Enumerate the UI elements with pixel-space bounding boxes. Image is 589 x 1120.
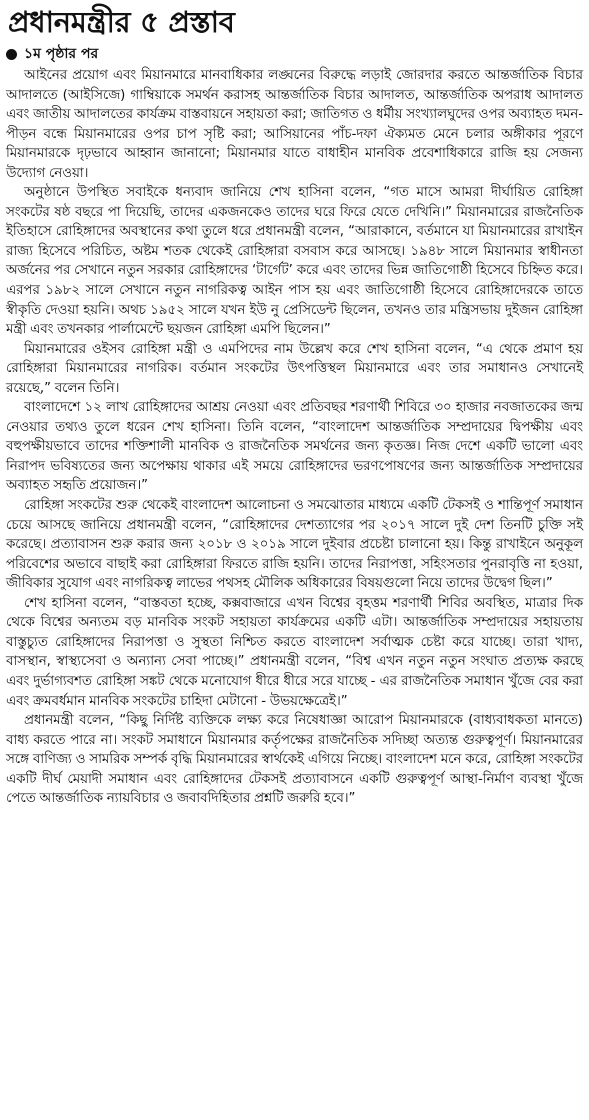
article-paragraph: মিয়ানমারের ওইসব রোহিঙ্গা মন্ত্রী ও এমপিদের নাম উল্লেখ করে শেখ হাসিনা বলেন, “এ থেকে প্রমাণ হয় রোহিঙ্গারা মিয়ানমারের নাগরিক। বর্তমান সংকটের উৎপত্তিস্থল মিয়ানমারে এবং তার সমাধানও সেখানেই রয়েছে,” বলেন তিনি। bbox=[6, 341, 583, 396]
continuation-marker bbox=[6, 44, 98, 64]
article-paragraph: আইনের প্রয়োগ এবং মিয়ানমারে মানবাধিকার লঙ্ঘনের বিরুদ্ধে লড়াই জোরদার করতে আন্তর্জাতিক বিচার আদালতে (আইসিজে) গাম্বিয়াকে সমর্থন করাসহ আন্তর্জাতিক বিচার আদালত, আন্তর্জাতিক অপরাধ আদালত এবং জাতীয় আদালতের কার্যক্রম বাস্তবায়নে সহায়তা করা; জাতিগত ও ধর্মীয় সংখ্যালঘুদের ওপর অব্যাহত দমন-পীড়ন বন্ধে মিয়ানমারের ওপর চাপ সৃষ্টি করা; আসিয়ানের পাঁচ-দফা ঐক্যমত মেনে চলার অঙ্গীকার পূরণে মিয়ানমারকে দৃঢ়ভাবে আহ্বান জানানো; মিয়ানমার যাতে বাধাহীন মানবিক প্রবেশাধিকারে রাজি হয় সেজন্য উদ্যোগ নেওয়া। bbox=[6, 68, 583, 181]
article-body bbox=[6, 66, 583, 809]
article-paragraph: রোহিঙ্গা সংকটের শুরু থেকেই বাংলাদেশ আলোচনা ও সমঝোতার মাধ্যমে একটি টেকসই ও শান্তিপূর্ণ সমাধান চেয়ে আসছে জানিয়ে প্রধানমন্ত্রী বলেন, “রোহিঙ্গাদের দেশত্যাগের পর ২০১৭ সালে দুই দেশ তিনটি চুক্তি সই করেছে। প্রত্যাবাসন শুরু করার জন্য ২০১৮ ও ২০১৯ সালে দুইবার প্রচেষ্টা চালানো হয়। কিন্তু রাখাইনে অনুকূল পরিবেশের অভাবে বাছাই করা রোহিঙ্গারা ফিরতে রাজি হয়নি। তাদের নিরাপত্তা, সহিংসতার পুনরাবৃত্তি না হওয়া, জীবিকার সুযোগ এবং নাগরিকত্ব লাভের পথসহ মৌলিক অধিকারের বিষয়গুলো নিয়ে তাদের উদ্বেগ ছিল।” bbox=[6, 498, 583, 592]
article-paragraph: প্রধানমন্ত্রী বলেন, “কিছু নির্দিষ্ট ব্যক্তিকে লক্ষ্য করে নিষেধাজ্ঞা আরোপ মিয়ানমারকে (বাধ্যবাধকতা মানতে) বাধ্য করতে পারে না। সংকট সমাধানে মিয়ানমার কর্তৃপক্ষের রাজনৈতিক সদিচ্ছা অত্যন্ত গুরুত্বপূর্ণ। মিয়ানমারের সঙ্গে বাণিজ্য ও সামরিক সম্পর্ক বৃদ্ধি মিয়ানমারের স্বার্থকেই এগিয়ে নিচ্ছে। বাংলাদেশ মনে করে, রোহিঙ্গা সংকটের একটি দীর্ঘ মেয়াদী সমাধান এবং রোহিঙ্গাদের টেকসই প্রত্যাবাসনে একটি গুরুত্বপূর্ণ আস্থা-নির্মাণ ব্যবস্থা খুঁজে পেতে আন্তর্জাতিক ন্যায়বিচার ও জবাবদিহিতার প্রশ্নটি জরুরি হবে।” bbox=[6, 713, 583, 807]
article-paragraph: বাংলাদেশে ১২ লাখ রোহিঙ্গাদের আশ্রয় নেওয়া এবং প্রতিবছর শরণার্থী শিবিরে ৩০ হাজার নবজাতকের জন্ম নেওয়ার তথ্যও তুলে ধরেন শেখ হাসিনা। তিনি বলেন, “বাংলাদেশ আন্তর্জাতিক সম্প্রদায়ের দ্বিপক্ষীয় এবং বহুপক্ষীয়ভাবে তাদের শক্তিশালী মানবিক ও রাজনৈতিক সমর্থনের জন্য কৃতজ্ঞ। নিজ দেশে একটি ভালো এবং নিরাপদ ভবিষ্যতের জন্য অপেক্ষায় থাকার এই সময়ে রোহিঙ্গাদের ভরণপোষণের জন্য আন্তর্জাতিক সম্প্রদায়ের অব্যাহত সহৃতি প্রয়োজন।” bbox=[6, 400, 583, 494]
article-paragraph: শেখ হাসিনা বলেন, “বাস্তবতা হচ্ছে, কক্সবাজারে এখন বিশ্বের বৃহত্তম শরণার্থী শিবির অবস্থিত, মাত্রার দিক থেকে বিশ্বের অন্যতম বড় মানবিক সংকট সহায়তা কার্যক্রমের একটি এটা। আন্তর্জাতিক সম্প্রদায়ের সহায়তায় বাস্তুচ্যুত রোহিঙ্গাদের নিরাপত্তা ও সুস্থতা নিশ্চিত করতে বাংলাদেশ সর্বাত্মক চেষ্টা করে যাচ্ছে। তারা খাদ্য, বাসস্থান, স্বাস্থ্যসেবা ও অন্যান্য সেবা পাচ্ছে।” প্রধানমন্ত্রী বলেন, “বিশ্ব এখন নতুন নতুন সংঘাত প্রত্যক্ষ করছে এবং দুর্ভাগ্যবশত রোহিঙ্গা সঙ্কট থেকে মনোযোগ ধীরে ধীরে সরে যাচ্ছে - এর রাজনৈতিক সমাধান খুঁজে বের করা এবং ক্রমবর্ধমান মানবিক সংকটের চাহিদা মেটানো - উভয়ক্ষেত্রেই।” bbox=[6, 595, 583, 709]
bullet-icon bbox=[6, 49, 17, 60]
continuation-label: ১ম পৃষ্ঠার পর bbox=[24, 46, 99, 62]
article-paragraph: অনুষ্ঠানে উপস্থিত সবাইকে ধন্যবাদ জানিয়ে শেখ হাসিনা বলেন, “গত মাসে আমরা দীর্ঘায়িত রোহিঙ্গা সংকটের ষষ্ঠ বছরে পা দিয়েছি, তাদের একজনকেও তাদের ঘরে ফিরে যেতে দেখিনি।” মিয়ানমারের রাজনৈতিক ইতিহাসে রোহিঙ্গাদের অবস্থানের কথা তুলে ধরে প্রধানমন্ত্রী বলেন, “আরাকানে, বর্তমানে যা মিয়ানমারের রাখাইন রাজ্য হিসেবে পরিচিত, অষ্টম শতক থেকেই রোহিঙ্গারা বসবাস করে আসছে। ১৯৪৮ সালে মিয়ানমার স্বাধীনতা অর্জনের পর সেখানে নতুন সরকার রোহিঙ্গাদের ‘টার্গেট’ করে এবং তাদের ভিন্ন জাতিগোষ্ঠী হিসেবে চিহ্নিত করে। এরপর ১৯৮২ সালে সেখানে নতুন নাগরিকত্ব আইন পাস হয় এবং জাতিগোষ্ঠী হিসেবে রোহিঙ্গাদেরকে তাতে স্বীকৃতি দেওয়া হয়নি। অথচ ১৯৫২ সালে যখন ইউ নু প্রেসিডেন্ট ছিলেন, তখনও তার মন্ত্রিসভায় দুইজন রোহিঙ্গা মন্ত্রী এবং তখনকার পার্লামেন্টে ছয়জন রোহিঙ্গা এমপি ছিলেন।” bbox=[6, 185, 583, 338]
article-headline: প্রধানমন্ত্রীর ৫ প্রস্তাব bbox=[8, 5, 235, 39]
